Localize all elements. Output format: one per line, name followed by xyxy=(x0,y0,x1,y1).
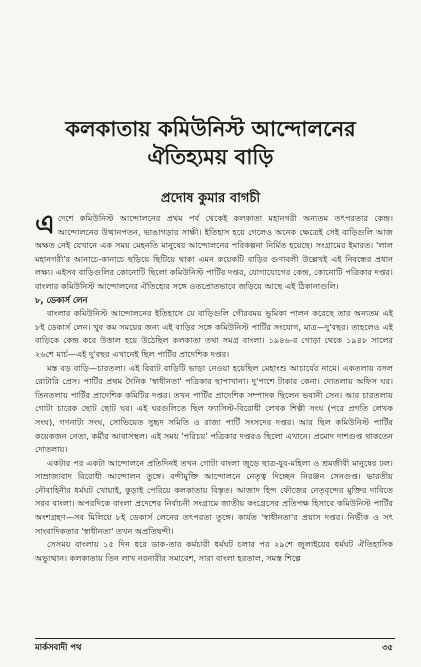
drop-cap: এ xyxy=(35,210,55,240)
section-heading: ৮, ডেকার্স লেন xyxy=(35,294,88,305)
section-paragraph: মস্ত বড় বাড়ি—চারতলা। এই বিরাট বাড়িটি ভাড়া নেওয়া হয়েছিল মেহাংশু আচার্যের নামে। একতলায় বসল রোটারি প্রেস। পার্টির প্রথম দৈনিক 'স্বাধীনতা' পত্রিকার ছাপাখানা। দু'পাশে টাকার কেনা। দোতলায় অফিস ঘর। তিনতলায় পার্টির প্রাদেশিক কমিটির দপ্তর। তখন পার্টির প্রাদেশিক সম্পাদক ছিলেন ভবানী সেন। আর চারতলায় গোটা চারেক ছোট ছোট ঘর। এই ঘরগুলিতে ছিল ফ্যাসিস্ট-বিরোধী লেখক শিল্পী সংঘ (পরে প্রগতি লেখক সংঘ), গণনাট্য সংঘ, সোভিয়েত সুহৃদ সমিতি ও রাজ্য পার্টি সংসদের দপ্তর। আর ছিল কমিউনিস্ট পার্টির কয়েকজন নেতা, কর্মীর আবাসস্থল। এই সময় 'পরিচয়' পত্রিকার দপ্তরও ছিলো এখানে। প্রমোদ দাশগুপ্ত থাকতেন দোতলায়। xyxy=(35,362,393,455)
section-paragraph: সেসময় বাংলায় ১৫ দিন ধরে ডাক-তার কর্মচারী ধর্মঘট চলার পর ২৯শে জুলাইয়ের ধর্মঘট ঐতিহাসিক অভ্যুত্থান। কলকাতায় তিন লাখ নরনারীর সমাবেশ, সারা বাংলা হরতাল, সমস্ত শিল্পে xyxy=(35,539,393,563)
section-paragraph: একটার পর একটা আন্দোলনে প্রতিদিনই তখন গোটা বাংলা জুড়ে ছাত্র-যুব-মহিলা ও শ্রমজীবী মানুষের ঢল। সাম্রাজ্যবাদ বিরোধী আন্দোলন তুঙ্গে। বন্দীমুক্তি আন্দোলনে নেতৃত্ব দিচ্ছেন নিরঞ্জন সেনগুপ্ত। ভারতীয় নৌবাহিনীর ধর্মঘট খোয়াই, কুড়াই পেরিয়ে কলকাতায় বিস্তৃত। আজাদ হিন্দ ফৌজের নেতৃবৃন্দের মুক্তির দাবিতে সরব বাংলা। অপরদিকে বাংলা প্রদেশের নির্বাচনী সংগ্রামে জাতীয় কংগ্রেসের প্রতিপক্ষ হিসাবে কমিউনিস্ট পার্টির অংশগ্রহণ—সব মিলিয়ে ৮ই ডেকার্স লেনের তৎপরতা তুঙ্গে। কার্যত 'স্বাধীনতা'র প্রয়াস দপ্তর। নির্ভীক ও সৎ সাংবাদিকতার 'স্বাধীনতা' তখন অপ্রতিদ্বন্দী। xyxy=(35,457,393,536)
page-number: ৩৫ xyxy=(382,642,393,652)
article-body xyxy=(35,212,393,565)
article-title-line-2: ঐতিহ্যময় বাড়ি xyxy=(147,145,274,169)
article-title-line-1: কলকাতায় কমিউনিস্ট আন্দোলনের xyxy=(65,117,356,141)
section-paragraph: বাংলার কমিউনিস্ট আন্দোলনের ইতিহাসে যে বাড়িগুলি গৌরবময় ভূমিকা পালন করেছে তার অন্যতম এই ৮ই ডেকার্স লেন। খুব কম সময়ের জন্য এই বাড়ির সঙ্গে কমিউনিস্ট পার্টির সংযোগ, মাত্র—দু'বছর। তাহলেও এই বাড়িকে কেন্দ্র করে উত্তাল হয়ে উঠেছিল কলকাতা তথা সমগ্র বাংলা। ১৯৪৬-র গোড়া থেকে ১৯৪৮ সালের ২৬শে মার্চ—এই দু'বছর এখানেই ছিল পার্টির প্রাদেশিক দপ্তর। xyxy=(35,308,393,359)
intro-paragraph-text: দেশে কমিউনিস্ট আন্দোলনের প্রথম পর্ব থেকেই কলকাতা মহানগরী অন্যতম তৎপরতার কেন্দ্র। আন্দোলনের উত্থানপতন, ভাঙাগড়ার সাক্ষী। ইতিহাস হয়ে গেলেও অনেক ক্ষেত্রেই সেই বাড়িগুলি আজ অক্ষত নেই যেখানে এক সময় মেহনতি মানুষের আন্দোলনের পরিকল্পনা নির্মিত হয়েছে। সংগ্রামের ইমারত। 'লাল মহানগরী'র আনাচে-কানাচে ছড়িয়ে ছিটিয়ে থাকা এমন কয়েকটি বাড়ির গুণাবলী উল্লেখই এই নিবন্ধের প্রধান লক্ষ্য। এইসব বাড়িগুলির কোনোটি ছিলো কমিউনিস্ট পার্টির দপ্তর, যোগাযোগের কেন্দ্র, কোনোটি পত্রিকার দপ্তর। বাংলার কমিউনিস্ট আন্দোলনের ঐতিহ্যের সঙ্গে ওতপ্রোতভাবে জড়িয়ে আছে এই ঠিকানাগুলি। xyxy=(35,213,393,291)
author-name: প্রদোষ কুমার বাগচী xyxy=(160,191,261,206)
intro-paragraph xyxy=(35,212,393,294)
footer-divider xyxy=(35,638,395,639)
journal-name: মার্কসবাদী পথ xyxy=(35,642,82,652)
